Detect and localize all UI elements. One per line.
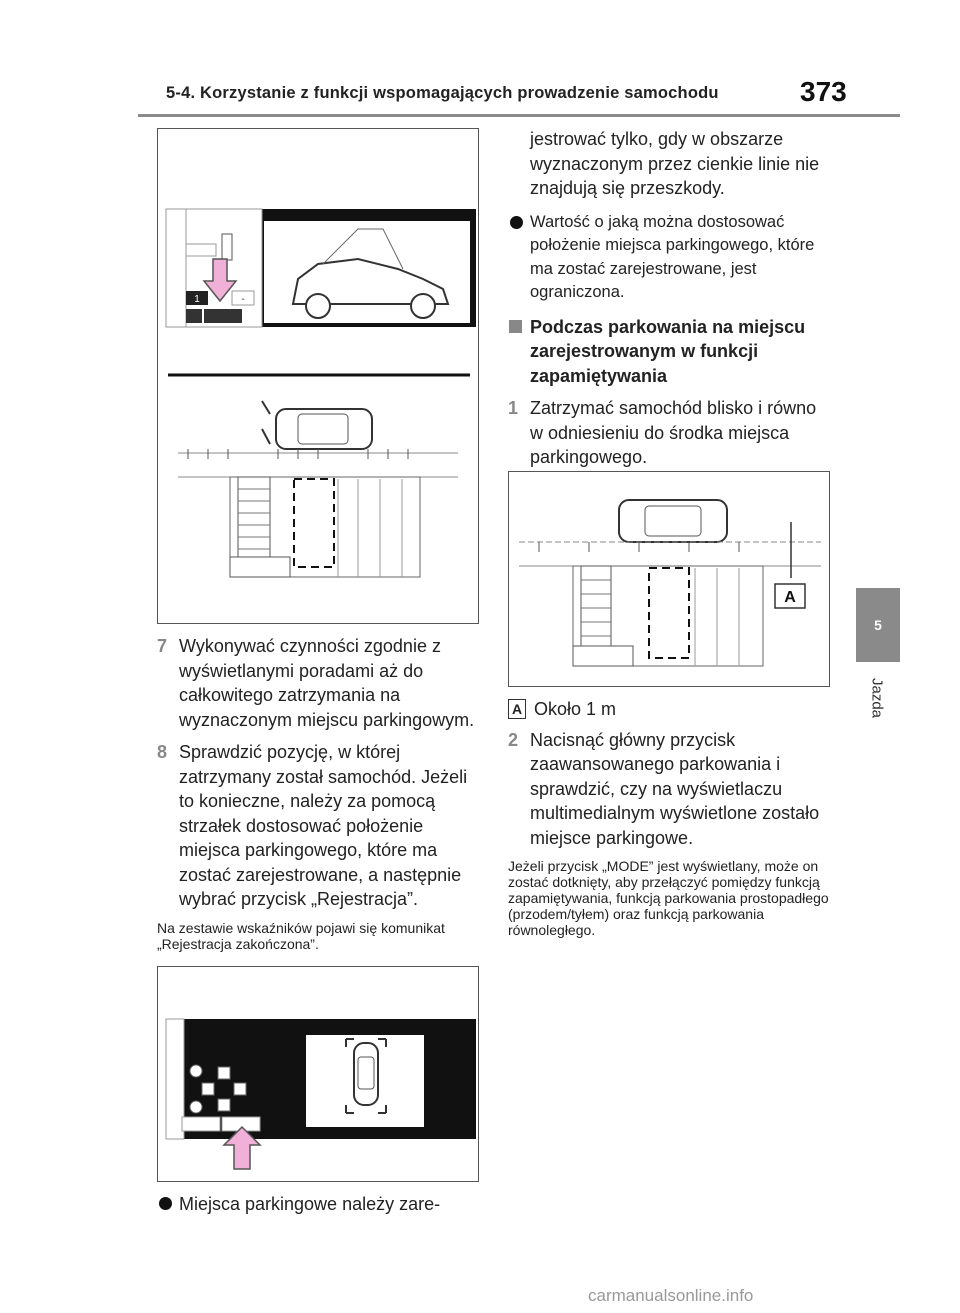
bullet-register-start-text: Miejsca parkingowe należy zare- [179, 1194, 441, 1214]
step-7-number: 7 [157, 636, 168, 656]
figure-adjust-screen [157, 966, 479, 1182]
label-a-legend [508, 697, 830, 722]
label-a-key: A [508, 699, 526, 719]
step-2 [508, 728, 830, 851]
step-8 [157, 740, 479, 912]
chapter-tab [856, 588, 900, 662]
step-1-number: 1 [508, 398, 519, 418]
left-column-text [157, 634, 479, 962]
left-bottom-bullet [157, 1192, 479, 1225]
step-1 [508, 396, 830, 470]
section-heading-text: Podczas parkowania na miejscu zarejestrowanym w funkcji zapamiętywania [530, 316, 806, 386]
step-8-number: 8 [157, 742, 168, 762]
header-divider [138, 114, 900, 117]
chapter-label: Jazda [868, 677, 886, 719]
bullet-register-start [157, 1192, 479, 1217]
label-a-text: Około 1 m [534, 699, 617, 719]
bullet-limit-text: Wartość o jaką można dostosować położenie miejsca parkingowego, które ma zostać zarejestrowane, jest ograniczona. [530, 212, 815, 301]
section-heading [508, 315, 830, 389]
section-square-icon [509, 320, 522, 333]
figure1-button-left: 1 [194, 294, 200, 305]
figure3-label-a: A [784, 589, 796, 606]
bullet-register-end [508, 127, 830, 201]
figure-registration-screen [157, 128, 479, 624]
note-mode-button: Jeżeli przycisk „MODE” jest wyświetlany, może on zostać dotknięty, aby przełączyć pomiędzy funkcją zapamiętywania, funkcją parkowania prostopadłego (przodem/tyłem) oraz funkcją parkowania równoległego. [508, 858, 829, 938]
adjust-illustration [158, 967, 480, 1183]
step-2-number: 2 [508, 729, 519, 750]
figure-stop-position [508, 471, 830, 687]
bullet-dot-icon [510, 216, 523, 229]
right-column-text-top [508, 127, 830, 478]
bullet-limit [508, 211, 830, 305]
watermark: carmanualsonline.info [588, 1286, 754, 1305]
step-7 [157, 634, 479, 732]
step-8-text: Sprawdzić pozycję, w której zatrzymany został samochód. Jeżeli to konieczne, należy za pomocą strzałek dostosować położenie miejsca parkingowego, które ma zostać zarejestrowane, a następnie wybrać przycisk „Rejestracja”. [179, 742, 468, 909]
section-header-title: 5-4. Korzystanie z funkcji wspomagających prowadzenie samochodu [166, 84, 719, 102]
figure1-button-right: - [241, 294, 245, 305]
chapter-label-box [855, 668, 899, 728]
stop-position-illustration [509, 472, 831, 688]
step-7-text: Wykonywać czynności zgodnie z wyświetlanymi poradami aż do całkowitego zatrzymania na wyznaczonym miejscu parkingowym. [179, 636, 475, 730]
step-1-text: Zatrzymać samochód blisko i równo w odniesieniu do środka miejsca parkingowego. [530, 398, 817, 467]
bullet-dot-icon [159, 1197, 172, 1210]
bullet-register-end-text: jestrować tylko, gdy w obszarze wyznaczonym przez cienkie linie nie znajdują się przeszkody. [530, 129, 820, 198]
registration-illustration [158, 129, 480, 625]
right-column-text-bottom [508, 697, 830, 948]
page-number: 373 [800, 76, 847, 107]
step-2-text: Nacisnąć główny przycisk zaawansowanego parkowania i sprawdzić, czy na wyświetlaczu multimedialnym wyświetlone zostało miejsce parkingowe. [530, 729, 820, 848]
chapter-number: 5 [874, 617, 882, 633]
note-registration-complete: Na zestawie wskaźników pojawi się komunikat „Rejestracja zakończona”. [157, 919, 445, 952]
